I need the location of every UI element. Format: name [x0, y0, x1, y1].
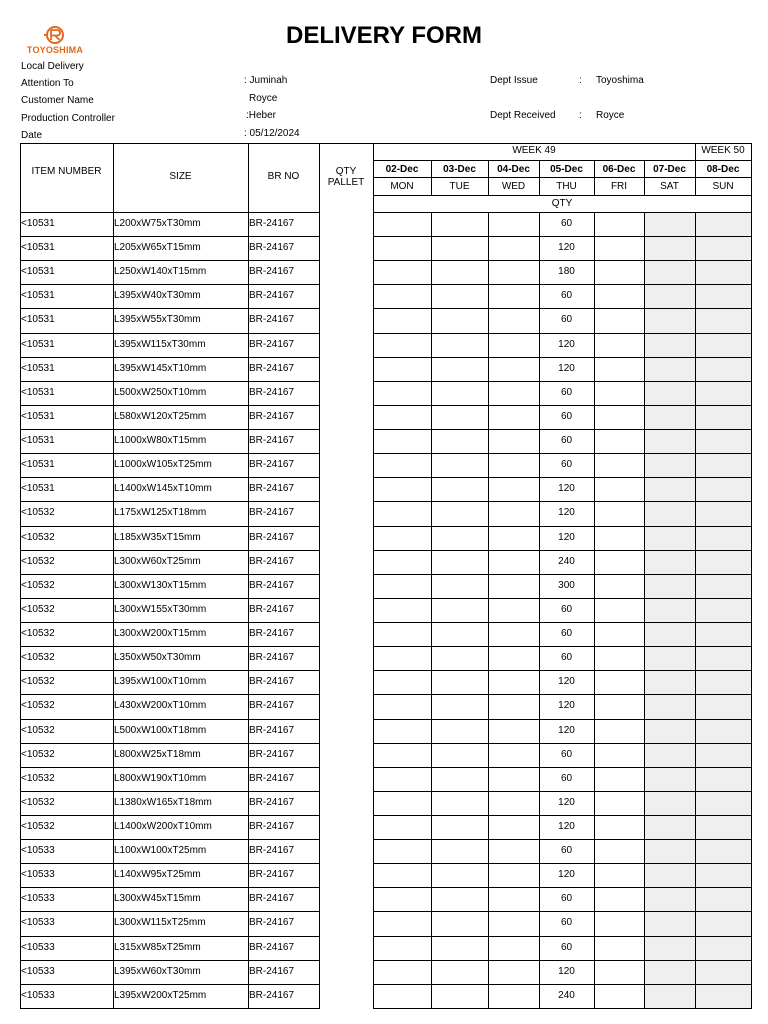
row-qty-thu: 120 [558, 821, 575, 832]
row-size: L100xW100xT25mm [114, 845, 207, 856]
col-header-item-number: ITEM NUMBER [31, 166, 102, 177]
day-header: TUE [449, 181, 470, 192]
grid-line [373, 143, 374, 1008]
production-label: Production Controller [21, 113, 115, 124]
grid-line [373, 333, 752, 334]
row-qty-thu: 60 [560, 628, 573, 639]
row-qty-thu: 300 [558, 580, 575, 591]
page-title: DELIVERY FORM [285, 22, 483, 49]
grid-line [373, 936, 752, 937]
row-size: L500xW100xT18mm [114, 725, 207, 736]
row-item-number: <10532 [21, 532, 55, 543]
date-header: 08-Dec [706, 164, 740, 175]
grid-line [20, 574, 320, 575]
grid-line [373, 260, 752, 261]
row-item-number: <10531 [21, 266, 55, 277]
row-br-no: BR-24167 [249, 411, 295, 422]
row-qty-thu: 60 [560, 942, 573, 953]
row-item-number: <10531 [21, 483, 55, 494]
grid-line [373, 526, 752, 527]
grid-line [20, 719, 320, 720]
grid-line [373, 743, 752, 744]
row-br-no: BR-24167 [249, 242, 295, 253]
row-br-no: BR-24167 [249, 990, 295, 1001]
date-label: Date [21, 130, 43, 141]
col-header-size: SIZE [169, 171, 192, 182]
grid-line [373, 815, 752, 816]
date-value: : 05/12/2024 [244, 128, 300, 139]
grid-line [373, 501, 752, 502]
row-size: L1000xW80xT15mm [114, 435, 207, 446]
grid-line [373, 357, 752, 358]
grid-line [373, 984, 752, 985]
production-value: :Heber [246, 110, 277, 121]
row-size: L300xW155xT30mm [114, 604, 207, 615]
grid-line [20, 284, 320, 285]
row-br-no: BR-24167 [249, 821, 295, 832]
grid-line [373, 429, 752, 430]
grid-line [20, 984, 320, 985]
row-size: L395xW60xT30mm [114, 966, 201, 977]
row-item-number: <10532 [21, 604, 55, 615]
row-size: L1400xW200xT10mm [114, 821, 212, 832]
row-item-number: <10533 [21, 917, 55, 928]
row-item-number: <10533 [21, 990, 55, 1001]
grid-line [20, 260, 320, 261]
grid-line [373, 791, 752, 792]
row-br-no: BR-24167 [249, 580, 295, 591]
grid-line [373, 622, 752, 623]
row-item-number: <10531 [21, 290, 55, 301]
logo-brand-text: TOYOSHIMA [26, 45, 84, 55]
grid-line [20, 405, 320, 406]
row-size: L300xW60xT25mm [114, 556, 201, 567]
row-item-number: <10531 [21, 314, 55, 325]
row-size: L395xW40xT30mm [114, 290, 201, 301]
row-qty-thu: 120 [558, 869, 575, 880]
row-size: L800xW190xT10mm [114, 773, 207, 784]
grid-line [373, 767, 752, 768]
row-br-no: BR-24167 [249, 507, 295, 518]
row-br-no: BR-24167 [249, 604, 295, 615]
grid-line [20, 911, 320, 912]
row-size: L395xW115xT30mm [114, 339, 206, 350]
date-header: 02-Dec [385, 164, 419, 175]
row-qty-thu: 60 [560, 411, 573, 422]
grid-line [373, 670, 752, 671]
date-header: 05-Dec [550, 164, 583, 175]
grid-line [644, 212, 645, 1008]
row-br-no: BR-24167 [249, 339, 295, 350]
row-qty-thu: 120 [558, 242, 575, 253]
grid-line [20, 381, 320, 382]
row-item-number: <10532 [21, 556, 55, 567]
weekend-shade-sat [645, 212, 695, 1008]
grid-line [373, 863, 752, 864]
grid-line [20, 501, 320, 502]
row-size: L315xW85xT25mm [114, 942, 201, 953]
grid-line [20, 743, 320, 744]
row-item-number: <10531 [21, 339, 55, 350]
grid-line [20, 791, 320, 792]
grid-line [20, 694, 320, 695]
grid-line [20, 839, 320, 840]
date-header: 07-Dec [653, 164, 686, 175]
row-br-no: BR-24167 [249, 893, 295, 904]
grid-line [20, 526, 320, 527]
grid-line [695, 212, 696, 1008]
row-br-no: BR-24167 [249, 483, 295, 494]
grid-line [373, 195, 752, 196]
grid-line [373, 308, 752, 309]
row-br-no: BR-24167 [249, 966, 295, 977]
grid-line [20, 453, 320, 454]
row-item-number: <10531 [21, 459, 55, 470]
grid-line [20, 598, 320, 599]
row-br-no: BR-24167 [249, 773, 295, 784]
row-br-no: BR-24167 [249, 314, 295, 325]
row-item-number: <10532 [21, 749, 55, 760]
local-delivery-label: Local Delivery [21, 61, 84, 72]
row-item-number: <10531 [21, 363, 55, 374]
row-size: L185xW35xT15mm [114, 532, 201, 543]
row-item-number: <10533 [21, 845, 55, 856]
row-br-no: BR-24167 [249, 266, 295, 277]
dept-received-value: Royce [596, 110, 625, 121]
row-size: L140xW95xT25mm [114, 869, 201, 880]
row-qty-thu: 60 [560, 917, 573, 928]
dept-issue-value: Toyoshima [596, 75, 644, 86]
row-item-number: <10532 [21, 652, 55, 663]
grid-line [20, 622, 320, 623]
row-size: L395xW100xT10mm [114, 676, 207, 687]
row-item-number: <10531 [21, 218, 55, 229]
col-header-qty-pallet: QTY PALLET [327, 166, 365, 188]
customer-value: Royce [249, 93, 278, 104]
grid-line [488, 212, 489, 1008]
row-br-no: BR-24167 [249, 459, 295, 470]
grid-line [373, 477, 752, 478]
row-size: L430xW200xT10mm [114, 700, 207, 711]
grid-line [373, 719, 752, 720]
dept-received-colon: : [579, 110, 582, 121]
grid-line [373, 646, 752, 647]
row-item-number: <10532 [21, 628, 55, 639]
row-size: L395xW145xT10mm [114, 363, 207, 374]
grid-line [373, 598, 752, 599]
day-header: FRI [610, 181, 628, 192]
row-qty-thu: 60 [560, 773, 573, 784]
attention-label: Attention To [21, 78, 74, 89]
row-size: L500xW250xT10mm [114, 387, 207, 398]
grid-line [20, 1008, 320, 1009]
row-item-number: <10533 [21, 942, 55, 953]
row-item-number: <10531 [21, 242, 55, 253]
row-item-number: <10531 [21, 411, 55, 422]
grid-line [20, 357, 320, 358]
row-qty-thu: 60 [560, 749, 573, 760]
row-size: L1400xW145xT10mm [114, 483, 212, 494]
grid-line [373, 236, 752, 237]
grid-line [373, 574, 752, 575]
dept-issue-label: Dept Issue [490, 75, 538, 86]
date-header: 06-Dec [602, 164, 636, 175]
row-qty-thu: 60 [560, 435, 573, 446]
grid-line [373, 550, 752, 551]
row-qty-thu: 120 [558, 483, 575, 494]
row-qty-thu: 60 [560, 314, 573, 325]
col-header-br-no: BR NO [267, 171, 300, 182]
row-item-number: <10532 [21, 821, 55, 832]
week50-header: WEEK 50 [701, 145, 745, 156]
row-item-number: <10532 [21, 507, 55, 518]
row-item-number: <10532 [21, 725, 55, 736]
grid-line [373, 960, 752, 961]
row-qty-thu: 120 [558, 700, 575, 711]
row-size: L800xW25xT18mm [114, 749, 201, 760]
dept-received-label: Dept Received [490, 110, 556, 121]
qty-header: QTY [551, 198, 573, 209]
grid-line [20, 670, 320, 671]
row-br-no: BR-24167 [249, 290, 295, 301]
row-qty-thu: 120 [558, 797, 575, 808]
grid-line [594, 212, 595, 1008]
row-item-number: <10532 [21, 676, 55, 687]
grid-line [20, 477, 320, 478]
row-size: L395xW55xT30mm [114, 314, 201, 325]
grid-line [20, 887, 320, 888]
date-header: 04-Dec [497, 164, 530, 175]
row-size: L250xW140xT15mm [114, 266, 207, 277]
row-qty-thu: 180 [558, 266, 575, 277]
attention-value: : Juminah [244, 75, 288, 86]
grid-line [373, 887, 752, 888]
row-br-no: BR-24167 [249, 532, 295, 543]
day-header: SAT [660, 181, 679, 192]
grid-line [20, 815, 320, 816]
row-item-number: <10531 [21, 387, 55, 398]
row-qty-thu: 120 [558, 532, 575, 543]
row-qty-thu: 60 [560, 845, 573, 856]
row-qty-thu: 60 [560, 604, 573, 615]
grid-line [373, 453, 752, 454]
grid-line [373, 405, 752, 406]
grid-line [20, 767, 320, 768]
row-size: L1380xW165xT18mm [114, 797, 212, 808]
grid-line [373, 1008, 752, 1009]
grid-line [373, 284, 752, 285]
grid-line [20, 308, 320, 309]
row-qty-thu: 60 [560, 218, 573, 229]
row-br-no: BR-24167 [249, 845, 295, 856]
grid-line [20, 212, 320, 213]
row-br-no: BR-24167 [249, 652, 295, 663]
date-header: 03-Dec [443, 164, 476, 175]
row-qty-thu: 120 [558, 507, 575, 518]
row-size: L300xW130xT15mm [114, 580, 207, 591]
grid-line [373, 381, 752, 382]
row-br-no: BR-24167 [249, 700, 295, 711]
row-size: L300xW200xT15mm [114, 628, 207, 639]
grid-line [20, 960, 320, 961]
row-br-no: BR-24167 [249, 942, 295, 953]
row-br-no: BR-24167 [249, 749, 295, 760]
row-br-no: BR-24167 [249, 676, 295, 687]
row-item-number: <10533 [21, 966, 55, 977]
grid-line [751, 143, 752, 1008]
grid-line [20, 646, 320, 647]
row-br-no: BR-24167 [249, 387, 295, 398]
grid-line [373, 694, 752, 695]
grid-line [373, 839, 752, 840]
row-qty-thu: 240 [558, 556, 575, 567]
row-item-number: <10531 [21, 435, 55, 446]
grid-line [20, 236, 320, 237]
row-qty-thu: 240 [558, 990, 575, 1001]
row-size: L175xW125xT18mm [114, 507, 207, 518]
grid-line [20, 863, 320, 864]
day-header: THU [556, 181, 577, 192]
row-br-no: BR-24167 [249, 917, 295, 928]
grid-line [20, 333, 320, 334]
grid-line [20, 143, 373, 144]
row-size: L300xW115xT25mm [114, 917, 206, 928]
grid-line [431, 212, 432, 1008]
row-size: L300xW45xT15mm [114, 893, 201, 904]
row-qty-thu: 120 [558, 725, 575, 736]
row-br-no: BR-24167 [249, 797, 295, 808]
row-size: L350xW50xT30mm [114, 652, 201, 663]
row-size: L395xW200xT25mm [114, 990, 207, 1001]
row-item-number: <10533 [21, 893, 55, 904]
row-qty-thu: 120 [558, 676, 575, 687]
grid-line [20, 429, 320, 430]
row-size: L200xW75xT30mm [114, 218, 201, 229]
grid-line [20, 550, 320, 551]
row-qty-thu: 60 [560, 290, 573, 301]
day-header: SUN [712, 181, 734, 192]
row-qty-thu: 120 [558, 363, 575, 374]
row-item-number: <10532 [21, 773, 55, 784]
row-qty-thu: 60 [560, 387, 573, 398]
row-br-no: BR-24167 [249, 363, 295, 374]
dept-issue-colon: : [579, 75, 582, 86]
week49-header: WEEK 49 [512, 145, 556, 156]
weekend-shade-sun [696, 212, 751, 1008]
row-br-no: BR-24167 [249, 628, 295, 639]
day-header: MON [390, 181, 414, 192]
row-item-number: <10533 [21, 869, 55, 880]
row-br-no: BR-24167 [249, 435, 295, 446]
day-header: WED [501, 181, 526, 192]
row-qty-thu: 60 [560, 459, 573, 470]
customer-label: Customer Name [21, 95, 94, 106]
grid-line [319, 143, 320, 1008]
row-item-number: <10532 [21, 700, 55, 711]
row-item-number: <10532 [21, 797, 55, 808]
row-br-no: BR-24167 [249, 556, 295, 567]
row-size: L1000xW105xT25mm [114, 459, 212, 470]
row-br-no: BR-24167 [249, 869, 295, 880]
grid-line [20, 936, 320, 937]
row-size: L205xW65xT15mm [114, 242, 201, 253]
row-qty-thu: 60 [560, 893, 573, 904]
row-item-number: <10532 [21, 580, 55, 591]
row-br-no: BR-24167 [249, 725, 295, 736]
row-qty-thu: 120 [558, 339, 575, 350]
row-qty-thu: 120 [558, 966, 575, 977]
grid-line [373, 911, 752, 912]
row-size: L580xW120xT25mm [114, 411, 207, 422]
row-qty-thu: 60 [560, 652, 573, 663]
row-br-no: BR-24167 [249, 218, 295, 229]
